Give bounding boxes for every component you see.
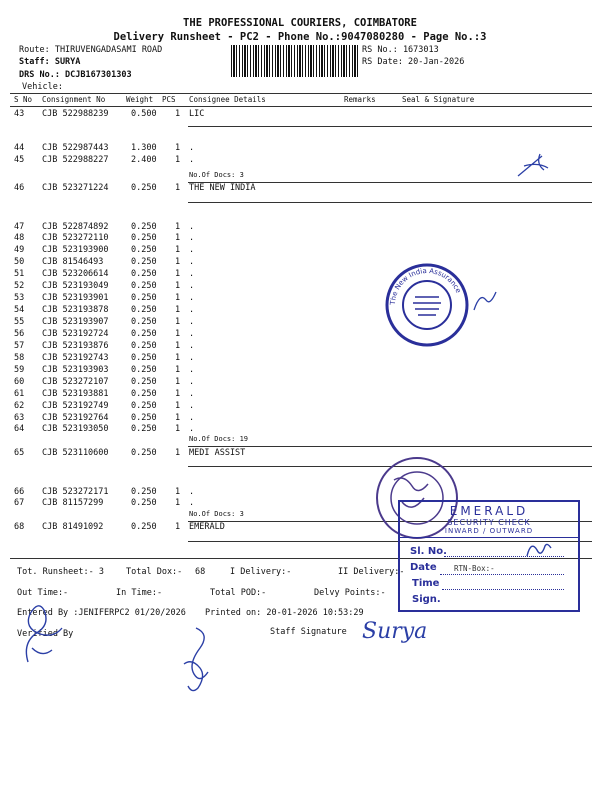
cell-sno: 61 [14,389,25,399]
cell-sno: 67 [14,498,25,508]
emerald-sub: SECURITY CHECK [447,518,531,527]
cell-cons: CJB 523272107 [42,377,109,387]
cell-cons: CJB 522988239 [42,109,109,119]
cell-detail: . [189,269,195,279]
cell-detail: . [189,293,195,303]
cell-sno: 55 [14,317,25,327]
cell-detail: EMERALD [189,522,225,532]
cell-cons: CJB 523192764 [42,413,109,423]
no-of-docs: No.Of Docs: 3 [189,510,244,518]
cell-cons: CJB 523271224 [42,183,109,193]
total-pod: Total POD:- [210,588,267,598]
cell-sno: 43 [14,109,25,119]
cell-cons: CJB 81491092 [42,522,104,532]
cell-pcs: 1 [175,317,181,327]
cell-pcs: 1 [175,281,181,291]
cell-cons: CJB 523193901 [42,293,109,303]
cell-pcs: 1 [175,498,181,508]
total-dox-value: 68 [195,567,206,577]
cell-sno: 49 [14,245,25,255]
cell-detail: . [189,222,195,232]
cell-wt: 0.250 [131,487,157,497]
cell-wt: 2.400 [131,155,157,165]
no-of-docs: No.Of Docs: 3 [189,171,244,179]
cell-sno: 56 [14,329,25,339]
stamp-date: Date [410,562,437,573]
cell-detail: . [189,353,195,363]
cell-cons: CJB 523193903 [42,365,109,375]
cell-detail: . [189,365,195,375]
cell-sno: 47 [14,222,25,232]
cell-detail: THE NEW INDIA [189,183,256,193]
cell-cons: CJB 523192749 [42,401,109,411]
cell-wt: 0.250 [131,413,157,423]
cell-wt: 0.250 [131,377,157,387]
route-label: Route: THIRUVENGADASAMI ROAD [19,45,163,55]
cell-cons: CJB 523110600 [42,448,109,458]
signature-scribble [512,150,556,180]
cell-cons: CJB 522874892 [42,222,109,232]
cell-sno: 51 [14,269,25,279]
ii-delivery: II Delivery:- [338,567,405,577]
table-row [0,401,600,413]
cell-sno: 58 [14,353,25,363]
staff-label: Staff: SURYA [19,57,81,67]
group-rule [188,126,592,127]
cell-sno: 68 [14,522,25,532]
table-row [0,245,600,257]
cell-detail: . [189,377,195,387]
cell-wt: 0.250 [131,424,157,434]
cell-detail: . [189,424,195,434]
cell-pcs: 1 [175,233,181,243]
header-rule-top [10,93,592,94]
cell-cons: CJB 523192724 [42,329,109,339]
cell-wt: 0.250 [131,183,157,193]
cell-pcs: 1 [175,109,181,119]
cell-detail: . [189,401,195,411]
table-row [0,281,600,293]
seal-ring-text: The New India Assurance [388,266,463,306]
cell-sno: 52 [14,281,25,291]
rs-date: RS Date: 20-Jan-2026 [362,57,465,67]
cell-sno: 66 [14,487,25,497]
delvy-points: Delvy Points:- [314,588,386,598]
cell-wt: 0.250 [131,281,157,291]
cell-sno: 46 [14,183,25,193]
table-row [0,109,600,121]
cell-cons: CJB 523193907 [42,317,109,327]
cell-sno: 63 [14,413,25,423]
cell-pcs: 1 [175,329,181,339]
cell-sno: 54 [14,305,25,315]
table-row [0,365,600,377]
cell-wt: 0.250 [131,341,157,351]
cell-wt: 0.250 [131,317,157,327]
cell-cons: CJB 523272110 [42,233,109,243]
stamp-time: Time [412,578,440,589]
in-time: In Time:- [116,588,163,598]
table-row [0,143,600,155]
stamp-sl-no: Sl. No. [410,546,447,557]
group-rule [188,202,592,203]
signature-scribble [523,538,553,560]
rs-number: RS No.: 1673013 [362,45,439,55]
verified-signature [18,600,68,670]
cell-sno: 57 [14,341,25,351]
cell-pcs: 1 [175,522,181,532]
cell-sno: 48 [14,233,25,243]
cell-detail: . [189,155,195,165]
cell-cons: CJB 522987443 [42,143,109,153]
company-title: THE PROFESSIONAL COURIERS, COIMBATORE [183,17,417,29]
cell-pcs: 1 [175,487,181,497]
runsheet-subtitle: Delivery Runsheet - PC2 - Phone No.:9047080280 - Page No.:3 [113,31,487,43]
col-weight: Weight [126,95,154,104]
cell-wt: 0.250 [131,353,157,363]
cell-cons: CJB 523193881 [42,389,109,399]
cell-wt: 0.250 [131,257,157,267]
cell-pcs: 1 [175,341,181,351]
cell-pcs: 1 [175,155,181,165]
cell-wt: 0.250 [131,305,157,315]
cell-wt: 0.250 [131,233,157,243]
cell-cons: CJB 523193878 [42,305,109,315]
cell-pcs: 1 [175,245,181,255]
cell-pcs: 1 [175,143,181,153]
table-row [0,233,600,245]
cell-wt: 0.250 [131,522,157,532]
cell-cons: CJB 523193900 [42,245,109,255]
cell-detail: . [189,245,195,255]
cell-wt: 0.250 [131,293,157,303]
cell-sno: 59 [14,365,25,375]
entered-by: Entered By :JENIFERPC2 01/20/2026 [17,608,186,618]
table-row [0,353,600,365]
cell-wt: 0.500 [131,109,157,119]
table-row [0,448,600,460]
i-delivery: I Delivery:- [230,567,292,577]
cell-sno: 62 [14,401,25,411]
out-time: Out Time:- [17,588,69,598]
cell-sno: 60 [14,377,25,387]
cell-cons: CJB 523272171 [42,487,109,497]
cell-sno: 44 [14,143,25,153]
col-sno: S No [14,95,33,104]
cell-pcs: 1 [175,401,181,411]
cell-cons: CJB 81157299 [42,498,104,508]
table-row [0,305,600,317]
cell-detail: . [189,329,195,339]
cell-wt: 0.250 [131,329,157,339]
header-rule-bottom [10,106,592,107]
cell-cons: CJB 81546493 [42,257,104,267]
table-row [0,155,600,167]
group-rule [188,446,592,447]
cell-pcs: 1 [175,413,181,423]
cell-detail: MEDI ASSIST [189,448,246,458]
cell-cons: CJB 523192743 [42,353,109,363]
cell-pcs: 1 [175,448,181,458]
cell-sno: 50 [14,257,25,267]
verified-by: Verified By [17,629,74,639]
cell-detail: . [189,233,195,243]
cell-detail: . [189,487,195,497]
cell-wt: 0.250 [131,222,157,232]
cell-detail: . [189,281,195,291]
cell-cons: CJB 523206614 [42,269,109,279]
table-row [0,424,600,436]
cell-pcs: 1 [175,257,181,267]
col-consignment: Consignment No [42,95,106,104]
table-row [0,341,600,353]
cell-wt: 0.250 [131,448,157,458]
cell-pcs: 1 [175,365,181,375]
cell-sno: 53 [14,293,25,303]
table-row [0,317,600,329]
cell-sno: 64 [14,424,25,434]
cell-wt: 0.250 [131,389,157,399]
cell-wt: 0.250 [131,498,157,508]
cell-pcs: 1 [175,222,181,232]
total-dox-label: Total Dox:- [126,567,183,577]
cell-detail: . [189,317,195,327]
verified-signature-2 [176,620,216,696]
tot-runsheet: Tot. Runsheet:- 3 [17,567,104,577]
table-row [0,269,600,281]
staff-signature-text: Surya [362,619,428,644]
cell-pcs: 1 [175,305,181,315]
col-remarks: Remarks [344,95,376,104]
stamp-sign: Sign. [412,594,441,605]
cell-sno: 45 [14,155,25,165]
cell-wt: 1.300 [131,143,157,153]
no-of-docs: No.Of Docs: 19 [189,435,249,443]
col-consignee: Consignee Details [189,95,266,104]
drs-number: DRS No.: DCJB167301303 [19,70,132,80]
table-row [0,389,600,401]
table-row [0,377,600,389]
staff-signature [360,614,440,648]
cell-cons: CJB 522988227 [42,155,109,165]
cell-pcs: 1 [175,424,181,434]
cell-wt: 0.250 [131,401,157,411]
cell-detail: . [189,413,195,423]
cell-detail: . [189,143,195,153]
cell-wt: 0.250 [131,269,157,279]
cell-pcs: 1 [175,293,181,303]
cell-detail: . [189,305,195,315]
vehicle-label: Vehicle: [22,82,63,92]
table-row [0,293,600,305]
cell-detail: . [189,389,195,399]
cell-pcs: 1 [175,389,181,399]
rtn-box: RTN-Box:- [454,564,495,573]
signature-scribble [470,290,500,312]
cell-detail: . [189,341,195,351]
cell-pcs: 1 [175,353,181,363]
cell-detail: . [189,498,195,508]
cell-pcs: 1 [175,183,181,193]
table-row [0,257,600,269]
cell-wt: 0.250 [131,245,157,255]
emerald-sub2: INWARD / OUTWARD [400,527,578,538]
cell-cons: CJB 523193049 [42,281,109,291]
cell-cons: CJB 523193876 [42,341,109,351]
col-pcs: PCS [162,95,176,104]
printed-on: Printed on: 20-01-2026 10:53:29 [205,608,364,618]
cell-sno: 65 [14,448,25,458]
table-row [0,329,600,341]
col-seal-signature: Seal & Signature [402,95,475,104]
cell-pcs: 1 [175,269,181,279]
table-row [0,183,600,195]
group-rule [188,182,592,183]
cell-cons: CJB 523193050 [42,424,109,434]
cell-detail: LIC [189,109,205,119]
cell-detail: . [189,257,195,267]
cell-wt: 0.250 [131,365,157,375]
new-india-seal [384,262,470,348]
barcode-image [231,45,358,77]
staff-signature-label: Staff Signature [270,627,347,637]
cell-pcs: 1 [175,377,181,387]
emerald-name: EMERALD [449,504,529,518]
